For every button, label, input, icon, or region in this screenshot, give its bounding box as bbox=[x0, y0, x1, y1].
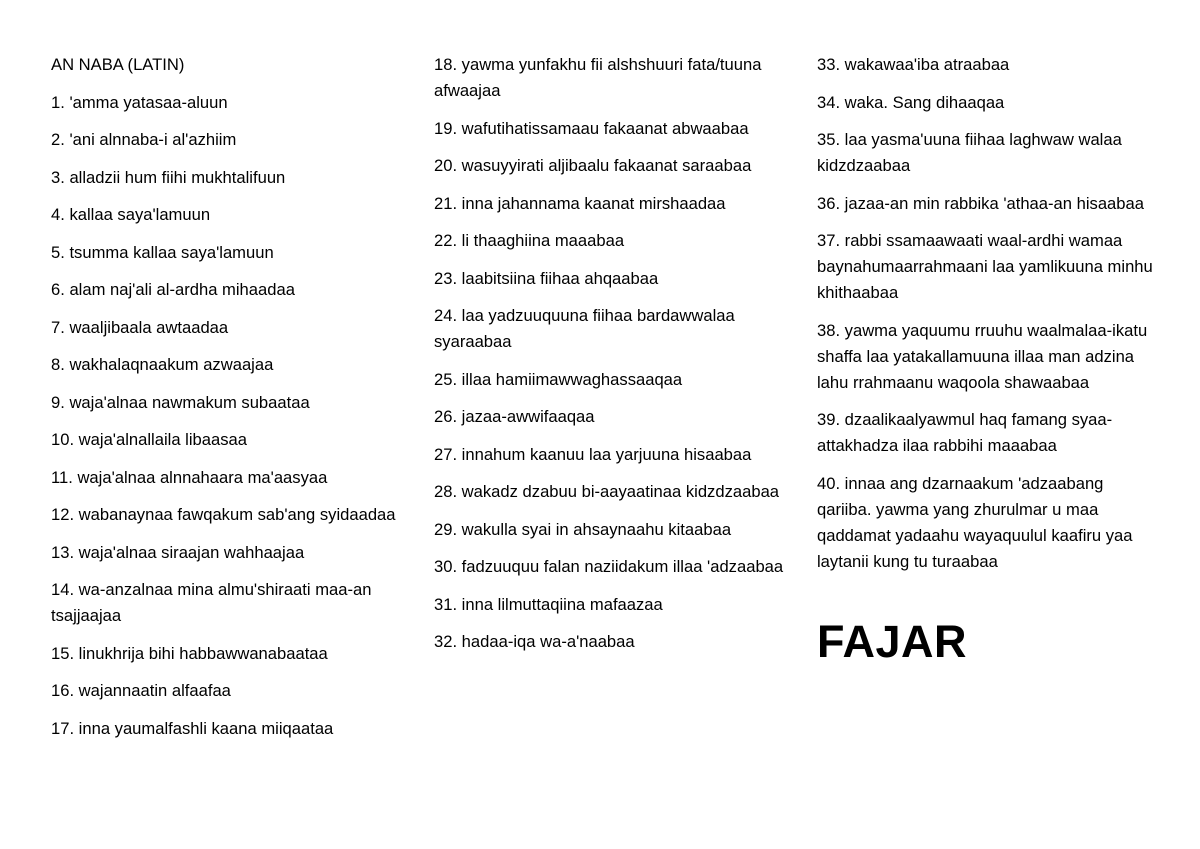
verse-list-3 bbox=[817, 52, 1157, 575]
verse-line: 14. wa-anzalnaa mina almu'shiraati maa-an tsajjaajaa bbox=[51, 580, 372, 625]
verse-line: 13. waja'alnaa siraajan wahhaajaa bbox=[51, 542, 305, 562]
verse-line: 10. waja'alnallaila libaasaa bbox=[51, 430, 247, 449]
next-surah-heading: FAJAR bbox=[817, 615, 968, 667]
verse-line: 12. wabanaynaa fawqakum sab'ang syidaadaa bbox=[51, 505, 396, 524]
verse-line: 30. fadzuuquu falan naziidakum illaa 'adzaabaa bbox=[434, 557, 784, 576]
verse-line: 20. wasuyyirati aljibaalu fakaanat saraabaa bbox=[434, 156, 752, 175]
verse-line: 17. inna yaumalfashli kaana miiqaataa bbox=[51, 718, 334, 738]
column-1 bbox=[51, 52, 401, 753]
verse-line: 28. wakadz dzabuu bi-aayaatinaa kidzdzaabaa bbox=[434, 482, 780, 501]
verse-line: 21. inna jahannama kaanat mirshaadaa bbox=[434, 193, 726, 213]
verse-line: 33. wakawaa'iba atraabaa bbox=[817, 55, 1010, 74]
verse-line: 36. jazaa-an min rabbika 'athaa-an hisaabaa bbox=[817, 193, 1144, 213]
verse-line: 9. waja'alnaa nawmakum subaataa bbox=[51, 392, 310, 412]
verse-line: 8. wakhalaqnaakum azwaajaa bbox=[51, 355, 274, 374]
document-title: AN NABA (LATIN) bbox=[51, 55, 185, 74]
verse-line: 5. tsumma kallaa saya'lamuun bbox=[51, 242, 274, 262]
verse-line: 3. alladzii hum fiihi mukhtalifuun bbox=[51, 167, 286, 187]
verse-line: 11. waja'alnaa alnnahaara ma'aasyaa bbox=[51, 467, 328, 487]
verse-line: 4. kallaa saya'lamuun bbox=[51, 205, 211, 224]
verse-list-1 bbox=[51, 90, 401, 742]
verse-list-2 bbox=[434, 52, 786, 655]
verse-line: 2. 'ani alnnaba-i al'azhiim bbox=[51, 130, 237, 149]
verse-line: 35. laa yasma'uuna fiihaa laghwaw walaa kidzdzaabaa bbox=[817, 130, 1122, 175]
column-2 bbox=[434, 52, 786, 667]
verse-line: 26. jazaa-awwifaaqaa bbox=[434, 407, 595, 426]
verse-line: 1. 'amma yatasaa-aluun bbox=[51, 92, 228, 112]
verse-line: 27. innahum kaanuu laa yarjuuna hisaabaa bbox=[434, 444, 752, 464]
verse-line: 32. hadaa-iqa wa-a'naabaa bbox=[434, 632, 635, 651]
verse-line: 40. innaa ang dzarnaakum 'adzaabang qariiba. yawma yang zhurulmar u maa qaddamat yadaahu wayaquulul kaafiru yaa laytanii kung tu turaabaa bbox=[817, 473, 1133, 571]
verse-line: 6. alam naj'ali al-ardha mihaadaa bbox=[51, 280, 295, 299]
verse-line: 34. waka. Sang dihaaqaa bbox=[817, 92, 1005, 112]
verse-line: 38. yawma yaquumu rruuhu waalmalaa-ikatu shaffa laa yatakallamuuna illaa man adzina lahu rrahmaanu waqoola shawaabaa bbox=[817, 320, 1148, 392]
verse-line: 23. laabitsiina fiihaa ahqaabaa bbox=[434, 268, 659, 288]
verse-line: 19. wafutihatissamaau fakaanat abwaabaa bbox=[434, 118, 749, 138]
verse-line: 31. inna lilmuttaqiina mafaazaa bbox=[434, 594, 663, 614]
verse-line: 7. waaljibaala awtaadaa bbox=[51, 317, 229, 337]
verse-line: 15. linukhrija bihi habbawwanabaataa bbox=[51, 643, 328, 663]
verse-line: 22. li thaaghiina maaabaa bbox=[434, 231, 625, 250]
verse-line: 18. yawma yunfakhu fii alshshuuri fata/tuuna afwaajaa bbox=[434, 55, 762, 100]
verse-line: 37. rabbi ssamaawaati waal-ardhi wamaa baynahumaarrahmaani laa yamlikuuna minhu khithaabaa bbox=[817, 231, 1153, 302]
verse-line: 39. dzaalikaalyawmul haq famang syaa-attakhadza ilaa rabbihi maaabaa bbox=[817, 410, 1113, 455]
verse-line: 25. illaa hamiimawwaghassaaqaa bbox=[434, 369, 683, 389]
column-3 bbox=[817, 52, 1157, 667]
verse-line: 16. wajannaatin alfaafaa bbox=[51, 681, 231, 700]
verse-line: 29. wakulla syai in ahsaynaahu kitaabaa bbox=[434, 519, 732, 539]
verse-line: 24. laa yadzuuquuna fiihaa bardawwalaa syaraabaa bbox=[434, 306, 735, 351]
